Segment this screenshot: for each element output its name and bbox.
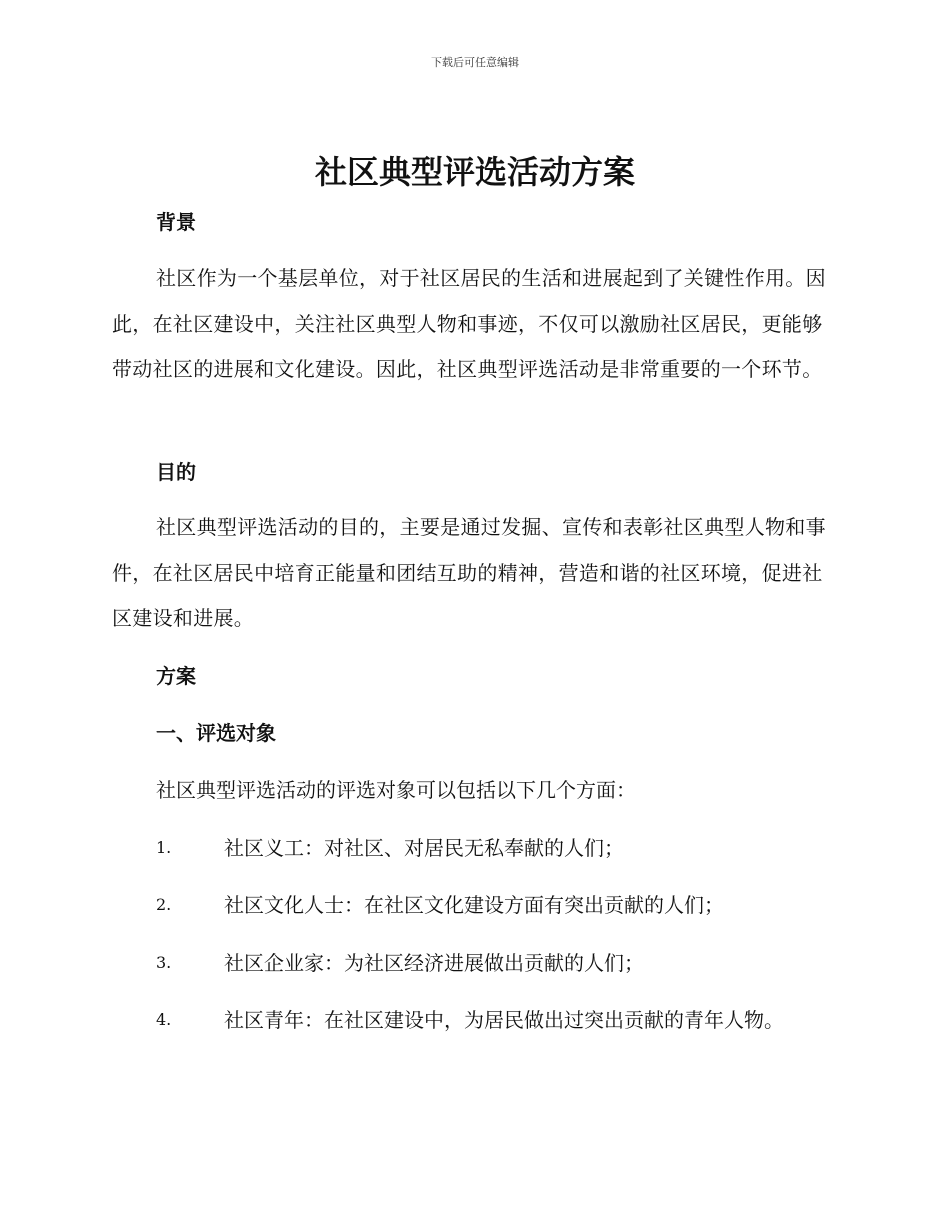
background-heading: 背景 (156, 210, 196, 234)
list-item (156, 891, 856, 919)
list-item (156, 949, 856, 977)
purpose-heading: 目的 (156, 460, 196, 484)
page-header-note: 下载后可任意编辑 (431, 56, 519, 69)
purpose-paragraph: 社区典型评选活动的目的，主要是通过发掘、宣传和表彰社区典型人物和事件，在社区居民中培育正能量和团结互助的精神，营造和谐的社区环境，促进社区建设和进展。 (112, 515, 826, 631)
background-paragraph: 社区作为一个基层单位，对于社区居民的生活和进展起到了关键性作用。因此，在社区建设中，关注社区典型人物和事迹，不仅可以激励社区居民，更能够带动社区的进展和文化建设。因此，社区典型评选活动是非常重要的一个环节。 (112, 266, 826, 382)
list-item-text: 社区义工：对社区、对居民无私奉献的人们； (224, 836, 624, 860)
list-item-number: 2. (156, 895, 172, 914)
selection-heading: 一、评选对象 (156, 721, 276, 745)
list-item (156, 1006, 856, 1034)
list-item (156, 834, 856, 862)
selection-intro: 社区典型评选活动的评选对象可以包括以下几个方面： (156, 778, 636, 802)
list-item-text: 社区青年：在社区建设中，为居民做出过突出贡献的青年人物。 (224, 1008, 784, 1032)
plan-heading: 方案 (156, 664, 196, 688)
list-item-number: 3. (156, 953, 172, 972)
list-item-text: 社区企业家：为社区经济进展做出贡献的人们； (224, 951, 644, 975)
document-title: 社区典型评选活动方案 (314, 153, 635, 191)
list-item-number: 1. (156, 838, 172, 857)
list-item-number: 4. (156, 1010, 172, 1029)
list-item-text: 社区文化人士：在社区文化建设方面有突出贡献的人们； (224, 893, 724, 917)
